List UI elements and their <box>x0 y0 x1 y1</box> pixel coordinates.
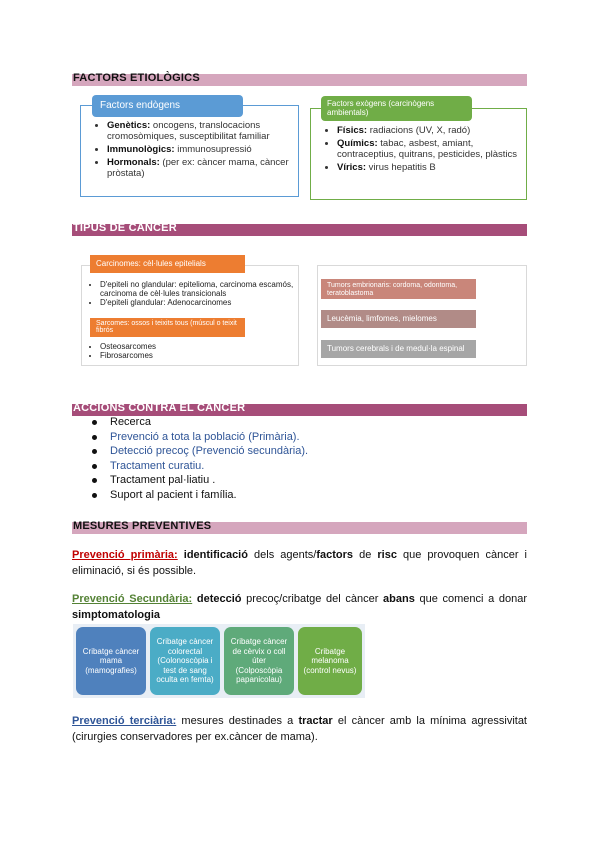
accio-item: Prevenció a tota la població (Primària). <box>92 430 308 445</box>
sarcoma-item: • Osteosarcomes <box>100 342 300 351</box>
prevencio-primaria: Prevenció primària: identificació dels agents/factors de risc que provoquen càncer i eliminació, si és possible. <box>72 549 527 577</box>
accio-item: Recerca <box>92 415 308 430</box>
accio-item: Detecció precoç (Prevenció secundària). <box>92 444 308 459</box>
exogens-title: Factors exògens (carcinògens ambientals) <box>321 96 472 121</box>
exogens-panel <box>310 108 527 200</box>
bullet-icon <box>92 435 97 440</box>
sarcomes-list <box>88 342 300 360</box>
tipus-left-panel <box>81 265 299 366</box>
prevencio-terciaria: Prevenció terciària: mesures destinades a tractar el càncer amb la mínima agressivitat (cirurgies conservadores per ex.càncer de mama). <box>72 715 527 743</box>
carcinomes-list <box>88 280 300 307</box>
accions-list <box>92 415 308 503</box>
bullet-icon <box>92 478 97 483</box>
endogens-panel <box>80 105 299 197</box>
section-header-tipus: TIPUS DE CÀNCER <box>72 220 527 236</box>
endogens-item: • Immunològics: immunosupressió <box>107 144 298 155</box>
carcinoma-item: • D'epiteli glandular: Adenocarcinomes <box>100 298 300 307</box>
carcinoma-item: • D'epiteli no glandular: epitelioma, carcinoma escamós, carcinoma de cèl·lules transicionals <box>100 280 300 298</box>
exogens-item: • Químics: tabac, asbest, amiant, contraceptius, quitrans, pesticides, plàstics <box>337 138 526 160</box>
accio-item: Tractament pal·liatiu . <box>92 473 308 488</box>
exogens-item: • Vírics: virus hepatitis B <box>337 162 526 173</box>
endogens-item: • Genètics: oncogens, translocacions cromosòmiques, susceptibilitat familiar <box>107 120 298 142</box>
secundaria-label: Prevenció Secundària: <box>72 593 193 605</box>
section-header-factors: FACTORS ETIOLÒGICS <box>72 70 527 86</box>
screening-colorectal: Cribatge càncer colorectal (Colonoscòpia i test de sang oculta en femta) <box>150 627 220 695</box>
bullet-icon <box>92 449 97 454</box>
screening-mama: Cribatge càncer mama (mamografies) <box>76 627 146 695</box>
accio-item: Tractament curatiu. <box>92 459 308 474</box>
bullet-icon <box>92 493 97 498</box>
tipus-embrionaris: Tumors embrionaris: cordoma, odontoma, teratoblastoma <box>321 279 476 299</box>
carcinomes-title: Carcinomes: cèl·lules epitelials <box>90 255 245 273</box>
sarcomes-title: Sarcomes: ossos i teixits tous (múscul o teixit fibrós <box>90 318 245 337</box>
accio-item: Suport al pacient i família. <box>92 488 308 503</box>
bullet-icon <box>92 420 97 425</box>
screening-melanoma: Cribatge melanoma (control nevus) <box>298 627 362 695</box>
tipus-cerebrals: Tumors cerebrals i de medul·la espinal <box>321 340 476 358</box>
endogens-list <box>95 120 298 179</box>
section-header-accions: ACCIONS CONTRA EL CÀNCER <box>72 400 527 416</box>
sarcoma-item: • Fibrosarcomes <box>100 351 300 360</box>
prevencio-secundaria: Prevenció Secundària: detecció precoç/cribatge del càncer abans que comenci a donar simptomatologia <box>72 593 527 621</box>
screening-cervix: Cribatge càncer de cèrvix o coll úter (Colposcòpia papanicolau) <box>224 627 294 695</box>
endogens-item: • Hormonals: (per ex: càncer mama, càncer pròstata) <box>107 157 298 179</box>
primaria-label: Prevenció primària: <box>72 549 178 561</box>
exogens-item: • Físics: radiacions (UV, X, radó) <box>337 125 526 136</box>
endogens-title: Factors endògens <box>92 95 243 117</box>
section-header-mesures: MESURES PREVENTIVES <box>72 518 527 534</box>
bullet-icon <box>92 464 97 469</box>
exogens-list <box>325 125 526 173</box>
terciaria-label: Prevenció terciària: <box>72 715 177 727</box>
tipus-leucemia: Leucèmia, limfomes, mielomes <box>321 310 476 328</box>
